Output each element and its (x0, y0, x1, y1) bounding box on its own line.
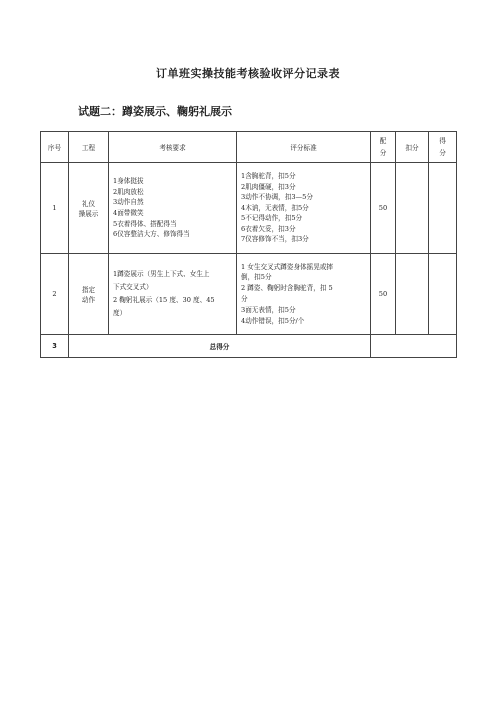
row-deduct-cell (396, 254, 429, 335)
criteria-item: 2 蹲姿、鞠躬时含胸驼背，扣 5 (241, 284, 333, 293)
criteria-item: 1含胸驼背，扣5分 (241, 171, 296, 180)
row-criteria (237, 163, 371, 254)
row-seq: 1 (41, 163, 69, 254)
requirements-list (109, 176, 236, 240)
header-points (371, 132, 396, 163)
row-deduct-cell (396, 163, 429, 254)
header-criteria: 评分标准 (237, 132, 371, 163)
row-points: 50 (371, 254, 396, 335)
criteria-item: 4木讷，无表情，扣5分 (241, 203, 309, 212)
requirements-list (109, 268, 236, 320)
criteria-item: 3动作不协调，扣3—5分 (241, 193, 313, 202)
header-requirements: 考核要求 (109, 132, 237, 163)
criteria-item: 倒，扣5分 (241, 273, 272, 282)
row-item (69, 163, 109, 254)
row-item (69, 254, 109, 335)
header-score (429, 132, 457, 163)
criteria-item: 3面无表情，扣5分 (241, 305, 296, 314)
criteria-item: 5不记得动作，扣5分 (241, 214, 303, 223)
requirement-item: 3动作自然 (113, 198, 144, 207)
total-label: 总得分 (69, 335, 371, 358)
row-points: 50 (371, 163, 396, 254)
requirement-item: 下式交叉式） (113, 283, 153, 291)
requirement-item: 6仪容整洁大方、修饰得当 (113, 230, 190, 239)
requirement-item: 度） (113, 309, 127, 317)
header-score-line2: 分 (439, 149, 446, 157)
row-item-line: 操展示 (78, 210, 99, 218)
header-deduct: 扣分 (396, 132, 429, 163)
requirement-item: 2 鞠躬礼展示（15 度、30 度、45 (113, 296, 215, 304)
row-item-line: 礼仪 (81, 200, 96, 208)
row-item-line: 动作 (81, 296, 96, 304)
total-seq: 3 (41, 335, 69, 358)
row-requirements (109, 254, 237, 335)
requirement-item: 1蹲姿展示（男生上下式、女生上 (113, 270, 210, 278)
requirement-item: 4面带微笑 (113, 209, 144, 217)
row-seq: 2 (41, 254, 69, 335)
total-score-cell (371, 335, 457, 358)
header-seq: 序号 (41, 132, 69, 163)
row-requirements (109, 163, 237, 254)
criteria-item: 6衣着欠妥，扣3分 (241, 224, 296, 233)
requirement-item: 1身体挺拔 (113, 177, 144, 186)
row-criteria (237, 254, 371, 335)
criteria-item: 2肌肉僵硬，扣3分 (241, 182, 296, 191)
header-points-line1: 配 (379, 137, 387, 145)
header-score-line1: 得 (439, 137, 446, 145)
requirement-item: 5衣着得体、搭配得当 (113, 219, 177, 228)
requirement-item: 2肌肉放松 (113, 187, 144, 196)
table-row (41, 163, 457, 254)
question-subtitle: 试题二：蹲姿展示、鞠躬礼展示 (78, 105, 232, 118)
header-item: 工程 (69, 132, 109, 163)
page-title: 订单班实操技能考核验收评分记录表 (156, 67, 340, 80)
criteria-list (237, 171, 370, 245)
criteria-item: 分 (241, 295, 248, 303)
total-row (41, 335, 457, 358)
row-item-line: 指定 (81, 286, 96, 294)
header-points-line2: 分 (379, 149, 387, 157)
row-score-cell (429, 163, 457, 254)
criteria-item: 1 女生交叉式蹲姿身体摇晃或摔 (241, 262, 334, 271)
criteria-list (237, 262, 370, 327)
table-header-row (41, 132, 457, 163)
criteria-item: 4动作错误，扣5分/个 (241, 316, 305, 325)
score-table (40, 131, 457, 358)
criteria-item: 7仪容修饰不当，扣3分 (241, 235, 309, 244)
table-row (41, 254, 457, 335)
row-score-cell (429, 254, 457, 335)
